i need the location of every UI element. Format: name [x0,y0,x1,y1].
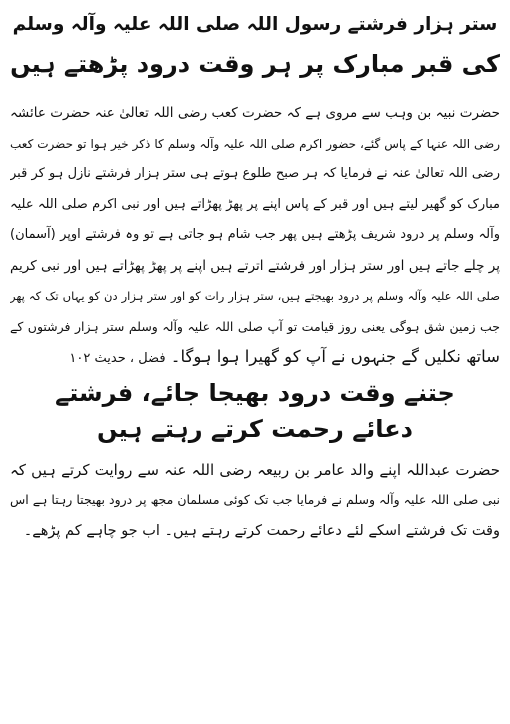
paragraph-1-line-7: صلی اللہ علیہ وآلہ وسلم پر درود بھیجتے ہیں، ستر ہزار رات کو اور ستر ہزار دن کو یہاں تک کہ پھر [10,289,500,303]
paragraph-1-line-8: جب زمین شق ہوگی یعنی روز قیامت تو آپ صلی اللہ علیہ وآلہ وسلم ستر ہزار فرشتوں کے [10,318,500,334]
paragraph-1-line-6: پر چلے جاتے ہیں اور ستر ہزار اور فرشتے اترتے ہیں اپنے پر پھڑ پھڑاتے ہیں اور نبی کریم [10,257,500,274]
paragraph-2-line-1: حضرت عبداللہ اپنے والد عامر بن ربیعہ رضی اللہ عنہ سے روایت کرتے ہیں کہ [10,460,500,479]
hadith-reference: فضل ، حدیث ۱۰۲ [69,351,166,366]
paragraph-1-line-5: وآلہ وسلم پر درود شریف پڑھتے ہیں پھر جب شام ہو جاتی ہے تو وہ فرشتے اوپر (آسمان) [10,227,500,242]
article-page [10,6,500,718]
main-heading-line-2: کی قبر مبارک پر ہر وقت درود پڑھتے ہیں [10,50,500,78]
paragraph-1-line-2: رضی اللہ عنہا کے پاس گئے، حضور اکرم صلی اللہ علیہ وآلہ وسلم کا ذکر خیر ہوا تو حضرت کعب [10,136,500,151]
narration-paragraph-1 [10,98,500,373]
paragraph-1-line-4: مبارک کو گھیر لیتے ہیں اور قبر کے پاس اپنے پر پھڑ پھڑاتے ہیں اور نبی اکرم صلی اللہ علیہ [10,196,500,212]
paragraph-1-line-3: رضی اللہ تعالیٰ عنہ نے فرمایا کہ ہر صبح طلوع ہوتے ہی ستر ہزار فرشتے نازل ہو کر قبر [10,166,500,181]
paragraph-1-last-text: ساتھ نکلیں گے جنہوں نے آپ کو گھیرا ہوا ہوگا۔ [170,347,500,366]
paragraph-1-line-1: حضرت نبیہ بن وہب سے مروی ہے کہ حضرت کعب رضی اللہ تعالیٰ عنہ حضرت عائشہ [10,105,500,121]
paragraph-2-line-3: وقت تک فرشتے اسکے لئے دعائے رحمت کرتے رہتے ہیں۔ اب جو چاہے کم پڑھے۔ [23,522,500,539]
paragraph-2-line-2: نبی صلی اللہ علیہ وآلہ وسلم نے فرمایا جب تک کوئی مسلمان مجھ پر درود بھیجتا رہتا ہے اس [10,492,500,507]
sub-heading-line-2: دعائے رحمت کرتے رہتے ہیں [97,414,413,443]
main-heading-line-1: ستر ہزار فرشتے رسول اللہ صلی اللہ علیہ وآلہ وسلم [12,14,498,35]
narration-paragraph-2 [10,455,500,547]
sub-heading-line-1: جتنے وقت درود بھیجا جائے، فرشتے [55,378,455,407]
paragraph-1-line-9 [10,342,500,373]
